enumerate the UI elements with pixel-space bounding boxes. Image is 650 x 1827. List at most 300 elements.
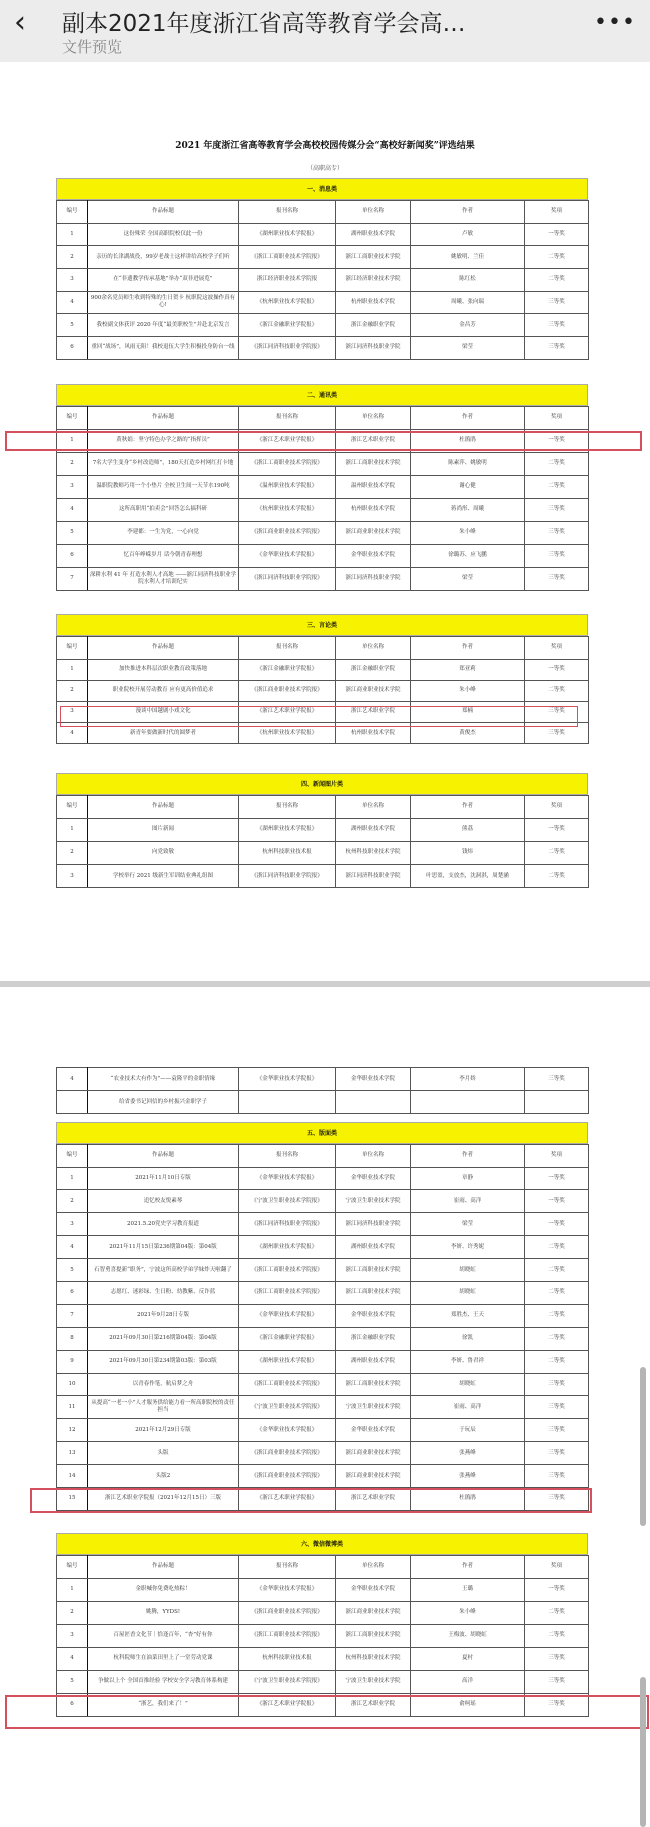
entry-number: 3	[57, 865, 88, 888]
author: 李妍、鲁君祥	[411, 1350, 525, 1373]
publication-name: 《浙江艺术职业学院报》	[239, 1693, 336, 1716]
entry-title: 2021年09月30日第216期第04版：第04版	[88, 1327, 239, 1350]
institution-name: 浙江同济科技职业学院	[336, 567, 411, 590]
column-header: 作者	[411, 407, 525, 430]
publication-name: 《宁波卫生职业技术学院报》	[239, 1670, 336, 1693]
publication-name: 《金华职业技术学院报》	[239, 1304, 336, 1327]
award-level: 二等奖	[525, 268, 589, 291]
award-level: 三等奖	[525, 1396, 589, 1419]
award-level: 三等奖	[525, 1419, 589, 1442]
column-header: 报刊名称	[239, 407, 336, 430]
institution-name: 浙江工商职业技术学院	[336, 246, 411, 269]
top-bar	[0, 0, 650, 62]
section-heading: 四、新闻图片类	[56, 773, 588, 795]
entry-title: 亲历的长津湖战役，99岁老战士这样讲给高校学子们听	[88, 246, 239, 269]
column-header: 单位名称	[336, 796, 411, 819]
entry-number: 2	[57, 1190, 88, 1213]
author: 蒋尚彤、周曦	[411, 498, 525, 521]
entry-title: 向党致敬	[88, 841, 239, 864]
table-row	[57, 1578, 589, 1601]
institution-name: 浙江商业职业技术学院	[336, 1465, 411, 1488]
publication-name: 《湖州职业技术学院报》	[239, 818, 336, 841]
institution-name: 浙江工商职业技术学院	[336, 1259, 411, 1282]
entry-title: 图片新闻	[88, 818, 239, 841]
table-row	[57, 865, 589, 888]
entry-number: 10	[57, 1373, 88, 1396]
award-level: 一等奖	[525, 1190, 589, 1213]
entry-number: 6	[57, 544, 88, 567]
author: 姚敏明、兰佳	[411, 246, 525, 269]
entry-number: 1	[57, 818, 88, 841]
publication-name: 《浙江金融职业学院报》	[239, 314, 336, 337]
institution-name: 浙江艺术职业学院	[336, 701, 411, 722]
publication-name: 《浙江同济科技职业学院报》	[239, 865, 336, 888]
award-level: 三等奖	[525, 1487, 589, 1510]
column-header: 作者	[411, 1556, 525, 1579]
table-row	[57, 521, 589, 544]
entry-title: 2021年11月15日第236期第04版：第04版	[88, 1236, 239, 1259]
institution-name: 杭州职业技术学院	[336, 291, 411, 314]
entry-number: 5	[57, 1259, 88, 1282]
award-table	[56, 773, 588, 888]
author: 朱小峰	[411, 680, 525, 701]
institution-name: 金华职业技术学院	[336, 1304, 411, 1327]
table-header-row	[57, 201, 589, 224]
scrollbar-thumb[interactable]	[640, 1367, 646, 1526]
institution-name: 浙江工商职业技术学院	[336, 1281, 411, 1304]
entry-number: 6	[57, 1281, 88, 1304]
author: 夏村	[411, 1647, 525, 1670]
entry-number: 6	[57, 336, 88, 359]
entry-number: 5	[57, 521, 88, 544]
section-heading: 六、微信微博类	[56, 1533, 588, 1555]
award-level: 二等奖	[525, 1350, 589, 1373]
table-row	[57, 314, 589, 337]
publication-name: 《浙江金融职业学院报》	[239, 659, 336, 680]
column-header: 奖项	[525, 637, 589, 660]
award-table	[56, 1067, 588, 1105]
institution-name: 杭州职业技术学院	[336, 498, 411, 521]
institution-name: 湖州职业技术学院	[336, 1350, 411, 1373]
award-level: 三等奖	[525, 567, 589, 590]
file-preview-label: 文件预览	[62, 38, 123, 56]
table-row	[57, 1396, 589, 1419]
table-row	[57, 1167, 589, 1190]
publication-name: 《湖州职业技术学院报》	[239, 223, 336, 246]
entry-title: 在“非遗教学传承基地”举办“双非进展览”	[88, 268, 239, 291]
publication-name: 《浙江工商职业技术学院报》	[239, 1624, 336, 1647]
institution-name: 宁波卫生职业技术学院	[336, 1190, 411, 1213]
section-heading: 二、通讯类	[56, 384, 588, 406]
award-level: 一等奖	[525, 659, 589, 680]
award-level: 三等奖	[525, 291, 589, 314]
entry-title: 漫谈中国越剧小戏文化	[88, 701, 239, 722]
section-heading: 一、消息类	[56, 178, 588, 200]
publication-name	[239, 1091, 336, 1114]
entry-number: 2	[57, 452, 88, 475]
award-level: 二等奖	[525, 1327, 589, 1350]
entry-title: 2021.5.20党史学习教育报道	[88, 1213, 239, 1236]
publication-name: 《金华职业技术学院报》	[239, 1068, 336, 1091]
highlight-box	[5, 431, 642, 451]
publication-name: 杭州科技职业技术报	[239, 1647, 336, 1670]
publication-name: 《金华职业技术学院报》	[239, 1578, 336, 1601]
entry-number: 4	[57, 291, 88, 314]
column-header: 报刊名称	[239, 796, 336, 819]
table-row	[57, 1373, 589, 1396]
table-row	[57, 1304, 589, 1327]
column-header: 奖项	[525, 407, 589, 430]
award-level: 三等奖	[525, 1373, 589, 1396]
column-header: 编号	[57, 201, 88, 224]
publication-name: 《浙江艺术职业学院报》	[239, 701, 336, 722]
entry-title: 黄秋娟：坚守特色办学之路的“指挥员”	[88, 429, 239, 452]
column-header: 单位名称	[336, 201, 411, 224]
author: 叶思盈，支放杰，沈洞淇，周楚涵	[411, 865, 525, 888]
entry-title: 追忆校友悦素琴	[88, 1190, 239, 1213]
institution-name: 金华职业技术学院	[336, 1167, 411, 1190]
publication-name: 《浙江工商职业技术学院报》	[239, 452, 336, 475]
author: 梁莹	[411, 1213, 525, 1236]
entry-number: 1	[57, 1578, 88, 1601]
publication-name: 《浙江工商职业技术学院报》	[239, 1281, 336, 1304]
publication-name: 《浙江艺术职业学院报》	[239, 1487, 336, 1510]
institution-name: 温州职业技术学院	[336, 475, 411, 498]
column-header: 编号	[57, 1145, 88, 1168]
more-options-icon[interactable]: •••	[594, 10, 636, 35]
award-level: 一等奖	[525, 1213, 589, 1236]
highlight-box	[60, 706, 578, 727]
author: 周曦、张向瑞	[411, 291, 525, 314]
entry-title: 以青春作笔，航启梦之舟	[88, 1373, 239, 1396]
entry-title: 从提高“一老一小”人才服务供给能力看一所高职院校的责任担当	[88, 1396, 239, 1419]
table-row	[57, 1091, 589, 1114]
entry-title: 温职院教师巧用一个小垫片 全校卫生间一天节水190吨	[88, 475, 239, 498]
table-header-row	[57, 796, 589, 819]
institution-name: 浙江金融职业学院	[336, 314, 411, 337]
column-header: 奖项	[525, 1145, 589, 1168]
award-level: 三等奖	[525, 1670, 589, 1693]
institution-name: 浙江金融职业学院	[336, 1327, 411, 1350]
table-row	[57, 1624, 589, 1647]
publication-name: 《宁波卫生职业技术学院报》	[239, 1190, 336, 1213]
entry-title: 新青年要做新时代的圆梦者	[88, 723, 239, 744]
publication-name: 《杭州职业技术学院报》	[239, 498, 336, 521]
table-row	[57, 223, 589, 246]
institution-name: 湖州职业技术学院	[336, 223, 411, 246]
column-header: 作品标题	[88, 201, 239, 224]
award-level: 二等奖	[525, 1259, 589, 1282]
table-row	[57, 567, 589, 590]
award-level: 二等奖	[525, 1624, 589, 1647]
entry-title: 浙江艺术职业学院报（2021年12月15日）三版	[88, 1487, 239, 1510]
award-level: 三等奖	[525, 544, 589, 567]
table-row	[57, 1647, 589, 1670]
entry-number: 4	[57, 1068, 88, 1091]
publication-name: 《浙江工商职业技术学院报》	[239, 1373, 336, 1396]
author: 于玩辰	[411, 1419, 525, 1442]
entry-title: 学校举行 2021 级新生军训结业典礼组图	[88, 865, 239, 888]
entry-title: 2021年09月30日第234期第03版：第03版	[88, 1350, 239, 1373]
award-table	[56, 1122, 588, 1511]
institution-name: 浙江同济科技职业学院	[336, 336, 411, 359]
publication-name: 《杭州职业技术学院报》	[239, 723, 336, 744]
column-header: 报刊名称	[239, 1556, 336, 1579]
table-row	[57, 1419, 589, 1442]
institution-name: 浙江金融职业学院	[336, 659, 411, 680]
table-row	[57, 498, 589, 521]
publication-name: 《湖州职业技术学院报》	[239, 1350, 336, 1373]
column-header: 作者	[411, 1145, 525, 1168]
award-level: 三等奖	[525, 336, 589, 359]
entry-title: 7名大学生变身“乡村改造师”，180天打造乡村网红打卡地	[88, 452, 239, 475]
award-table	[56, 1533, 588, 1717]
publication-name: 《温州职业技术学院报》	[239, 475, 336, 498]
author: 胡晓虹	[411, 1259, 525, 1282]
column-header: 单位名称	[336, 1145, 411, 1168]
institution-name: 金华职业技术学院	[336, 1419, 411, 1442]
institution-name: 宁波卫生职业技术学院	[336, 1670, 411, 1693]
award-table	[56, 178, 588, 360]
table-row	[57, 1213, 589, 1236]
table-row	[57, 268, 589, 291]
column-header: 作者	[411, 796, 525, 819]
table-header-row	[57, 1556, 589, 1579]
entry-number: 12	[57, 1419, 88, 1442]
entry-title: 头版	[88, 1442, 239, 1465]
column-header: 作品标题	[88, 1145, 239, 1168]
entry-number: 3	[57, 475, 88, 498]
table-header-row	[57, 637, 589, 660]
author: 郑胜杰、王天	[411, 1304, 525, 1327]
document-title: 2021 年度浙江省高等教育学会高校校园传媒分会“高校好新闻奖”评选结果	[175, 141, 475, 151]
award-level: 三等奖	[525, 723, 589, 744]
award-level: 三等奖	[525, 314, 589, 337]
publication-name: 《金华职业技术学院报》	[239, 1419, 336, 1442]
table-row	[57, 1190, 589, 1213]
table-row	[57, 1236, 589, 1259]
author: 郑亚莉	[411, 659, 525, 680]
table-row	[57, 1327, 589, 1350]
award-level: 二等奖	[525, 475, 589, 498]
author: 崔雨、高洋	[411, 1396, 525, 1419]
award-level: 一等奖	[525, 429, 589, 452]
author: 李月娇	[411, 1068, 525, 1091]
entry-number: 3	[57, 1213, 88, 1236]
award-level: 一等奖	[525, 1578, 589, 1601]
publication-name: 《金华职业技术学院报》	[239, 1167, 336, 1190]
file-title: 副本2021年度浙江省高等教育学会高…	[62, 11, 466, 37]
author: 王梅波、胡晓虹	[411, 1624, 525, 1647]
publication-name: 《湖州职业技术学院报》	[239, 1236, 336, 1259]
highlight-box	[30, 1488, 592, 1513]
table-row	[57, 659, 589, 680]
entry-number: 5	[57, 314, 88, 337]
institution-name: 浙江同济科技职业学院	[336, 865, 411, 888]
document-subtitle: （高职高专）	[306, 165, 343, 172]
entry-title: 金职喊你免费吃热粽！	[88, 1578, 239, 1601]
award-level: 二等奖	[525, 1601, 589, 1624]
entry-title: 这份殊荣 全国高职院校仅此一份	[88, 223, 239, 246]
author	[411, 1091, 525, 1114]
institution-name: 浙江工商职业技术学院	[336, 452, 411, 475]
institution-name: 浙江工商职业技术学院	[336, 1373, 411, 1396]
author: 陈红松	[411, 268, 525, 291]
table-row	[57, 1068, 589, 1091]
scrollbar-thumb[interactable]	[640, 1677, 646, 1827]
author: 胡晓虹	[411, 1281, 525, 1304]
entry-number: 5	[57, 1670, 88, 1693]
institution-name: 浙江商业职业技术学院	[336, 1601, 411, 1624]
column-header: 作品标题	[88, 637, 239, 660]
entry-title: 深耕水利 41 年 打造水利人才高地 ——浙江同济科技职业学院水利人才培训纪实	[88, 567, 239, 590]
publication-name: 《浙江商业职业技术学院报》	[239, 1442, 336, 1465]
table-row	[57, 818, 589, 841]
entry-number: 6	[57, 1693, 88, 1716]
column-header: 单位名称	[336, 637, 411, 660]
column-header: 报刊名称	[239, 201, 336, 224]
entry-title: “浙艺，我们来了！”	[88, 1693, 239, 1716]
institution-name: 湖州职业技术学院	[336, 1236, 411, 1259]
award-level: 二等奖	[525, 680, 589, 701]
column-header: 作品标题	[88, 796, 239, 819]
entry-number: 15	[57, 1487, 88, 1510]
institution-name: 金华职业技术学院	[336, 1578, 411, 1601]
publication-name: 《浙江商业职业技术学院报》	[239, 521, 336, 544]
column-header: 编号	[57, 796, 88, 819]
table-row	[57, 452, 589, 475]
entry-title: 争做以上个 全国首推经验 学校安全学习教育体系构建	[88, 1670, 239, 1693]
entry-number: 14	[57, 1465, 88, 1488]
entry-number: 11	[57, 1396, 88, 1419]
author: 卢敏	[411, 223, 525, 246]
author: 崔雨、高洋	[411, 1190, 525, 1213]
entry-title: 给省委书记回信的乡村振兴金职学子	[88, 1091, 239, 1114]
author: 王璐	[411, 1578, 525, 1601]
author: 胡晓虹	[411, 1373, 525, 1396]
table-header-row	[57, 1145, 589, 1168]
entry-title: “农业技术大有作为”——袁隆平的金职情缘	[88, 1068, 239, 1091]
table-row	[57, 841, 589, 864]
author: 陈素萍、姚敏明	[411, 452, 525, 475]
table-row	[57, 1281, 589, 1304]
author: 俞柯瑶	[411, 1693, 525, 1716]
entry-title: 头版2	[88, 1465, 239, 1488]
award-level: 二等奖	[525, 865, 589, 888]
highlight-box	[5, 1695, 649, 1729]
table-row	[57, 1259, 589, 1282]
entry-number: 13	[57, 1442, 88, 1465]
author: 高洋	[411, 1670, 525, 1693]
entry-number: 1	[57, 429, 88, 452]
table-row	[57, 475, 589, 498]
award-table	[56, 384, 588, 591]
publication-name: 《浙江同济科技职业学院报》	[239, 336, 336, 359]
publication-name: 《宁波卫生职业技术学院报》	[239, 1396, 336, 1419]
publication-name: 《浙江商业职业技术学院报》	[239, 1465, 336, 1488]
entry-number: 4	[57, 1647, 88, 1670]
publication-name: 《浙江金融职业学院报》	[239, 1327, 336, 1350]
author: 金昌芳	[411, 314, 525, 337]
table-row	[57, 1465, 589, 1488]
institution-name: 杭州职业技术学院	[336, 723, 411, 744]
entry-number: 2	[57, 246, 88, 269]
award-level: 一等奖	[525, 1167, 589, 1190]
institution-name: 浙江同济科技职业学院	[336, 1213, 411, 1236]
entry-title: 李建都：一生为党，一心向党	[88, 521, 239, 544]
entry-title: 这所高职用“拍卖会”回答怎么搞科研	[88, 498, 239, 521]
entry-number: 8	[57, 1327, 88, 1350]
award-level: 一等奖	[525, 223, 589, 246]
author: 杜鹃鹃	[411, 1487, 525, 1510]
award-level: 二等奖	[525, 246, 589, 269]
entry-number: 7	[57, 1304, 88, 1327]
award-level: 三等奖	[525, 521, 589, 544]
author: 梁莹	[411, 336, 525, 359]
back-chevron-icon[interactable]: ‹	[14, 5, 26, 40]
entry-title: 我校副文体获评 2020 年度“最美职校生”并赴北京发言	[88, 314, 239, 337]
entry-number: 4	[57, 498, 88, 521]
column-header: 编号	[57, 407, 88, 430]
award-level: 二等奖	[525, 1304, 589, 1327]
entry-title: 杭科院师生在油菜田里上了一堂劳动党课	[88, 1647, 239, 1670]
author: 梁莹	[411, 567, 525, 590]
award-level: 三等奖	[525, 701, 589, 722]
entry-title: 重回“战场”，风雨无阻！我校退伍大学生积极投身防台一线	[88, 336, 239, 359]
publication-name: 《浙江艺术职业学院报》	[239, 429, 336, 452]
author: 钱炜	[411, 841, 525, 864]
publication-name: 《浙江商业职业技术学院报》	[239, 680, 336, 701]
entry-number: 4	[57, 1236, 88, 1259]
entry-number: 3	[57, 701, 88, 722]
column-header: 奖项	[525, 1556, 589, 1579]
column-header: 作者	[411, 201, 525, 224]
entry-title: 姚腾，YYDS!	[88, 1601, 239, 1624]
entry-title: 百屋匠香文化节｜恰逢百年，“杏”好有你	[88, 1624, 239, 1647]
publication-name: 杭州科技职业技术报	[239, 841, 336, 864]
table-row	[57, 1670, 589, 1693]
author: 张燕峰	[411, 1442, 525, 1465]
institution-name	[336, 1091, 411, 1114]
entry-number: 3	[57, 1624, 88, 1647]
author: 徐凯	[411, 1327, 525, 1350]
entry-number: 2	[57, 1601, 88, 1624]
institution-name: 浙江商业职业技术学院	[336, 521, 411, 544]
entry-number: 2	[57, 680, 88, 701]
section-heading: 三、言论类	[56, 614, 588, 636]
publication-name: 《浙江商业职业技术学院报》	[239, 1601, 336, 1624]
table-row	[57, 336, 589, 359]
table-header-row	[57, 407, 589, 430]
institution-name: 湖州职业技术学院	[336, 818, 411, 841]
award-level: 二等奖	[525, 452, 589, 475]
author: 徐璐苏、应飞鹏	[411, 544, 525, 567]
institution-name: 金华职业技术学院	[336, 1068, 411, 1091]
award-level: 三等奖	[525, 1465, 589, 1488]
author: 杜鹃鹃	[411, 429, 525, 452]
author: 朱小峰	[411, 521, 525, 544]
column-header: 单位名称	[336, 407, 411, 430]
table-row	[57, 680, 589, 701]
publication-name: 《浙江同济科技职业学院报》	[239, 1213, 336, 1236]
entry-title: 2021年12月29日专版	[88, 1419, 239, 1442]
institution-name: 浙江商业职业技术学院	[336, 1442, 411, 1465]
award-level: 一等奖	[525, 818, 589, 841]
column-header: 编号	[57, 637, 88, 660]
column-header: 作品标题	[88, 407, 239, 430]
entry-number: 2	[57, 841, 88, 864]
award-level	[525, 1091, 589, 1114]
